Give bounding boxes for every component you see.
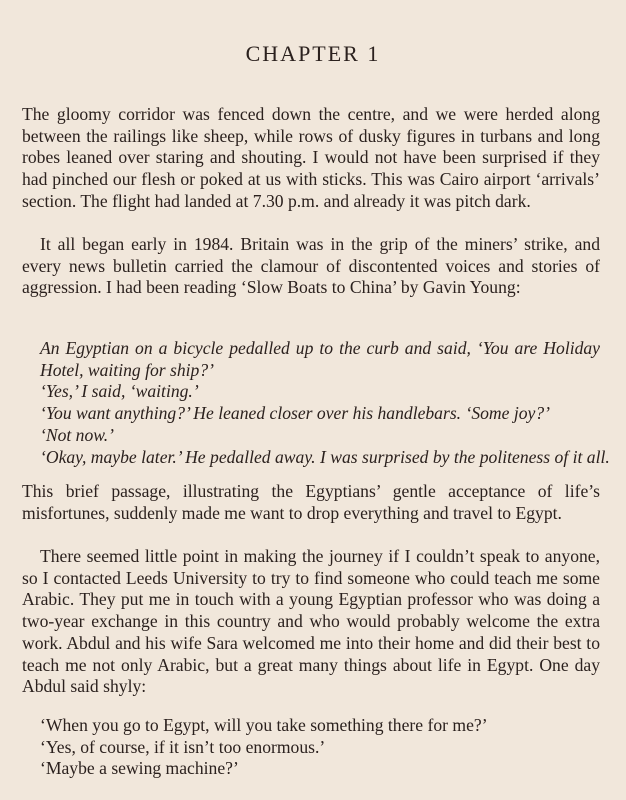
- dialogue-block: [40, 715, 600, 780]
- quote-line-3: ‘You want anything?’ He leaned closer over his handlebars. ‘Some joy?’: [40, 403, 550, 424]
- chapter-title: CHAPTER 1: [245, 41, 381, 66]
- dialogue-line-3: ‘Maybe a sewing machine?’: [40, 758, 239, 779]
- quote-line-2: ‘Yes,’ I said, ‘waiting.’: [40, 381, 199, 402]
- paragraph-learning-arabic: There seemed little point in making the journey if I couldn’t speak to anyone, so I contacted Leeds University to try to find someone who could teach me some Arabic. They put me in touch with a young Egyptian professor who was doing a two-year exchange in this country and who would probably welcome the extra work. Abdul and his wife Sara welcomed me into their home and did their best to teach me not only Arabic, but a great many things about life in Egypt. One day Abdul said shyly:: [22, 546, 600, 697]
- quote-line-4: ‘Not now.’: [40, 424, 114, 445]
- paragraph-1984-beginning: It all began early in 1984. Britain was in the grip of the miners’ strike, and every news bulletin carried the clamour of discontented voices and stories of aggression. I had been reading ‘Slow Boats to China’ by Gavin Young:: [22, 234, 600, 298]
- block-quote: [40, 338, 610, 468]
- quote-line-1: An Egyptian on a bicycle pedalled up to the curb and said, ‘You are Holiday Hotel, waiting for ship?’: [40, 338, 600, 380]
- paragraph-airport-arrival: The gloomy corridor was fenced down the centre, and we were herded along between the railings like sheep, while rows of dusky figures in turbans and long robes leaned over staring and shouting. I would not have been surprised if they had pinched our flesh or poked at us with sticks. This was Cairo airport ‘arrivals’ section. The flight had landed at 7.30 p.m. and already it was pitch dark.: [22, 104, 600, 211]
- dialogue-line-2: ‘Yes, of course, if it isn’t too enormous.’: [40, 736, 326, 757]
- paragraph-brief-passage: This brief passage, illustrating the Egyptians’ gentle acceptance of life’s misfortunes, suddenly made me want to drop everything and travel to Egypt.: [22, 481, 600, 523]
- quote-line-5: ‘Okay, maybe later.’ He pedalled away. I was surprised by the politeness of it all.: [40, 446, 610, 467]
- dialogue-line-1: ‘When you go to Egypt, will you take something there for me?’: [40, 715, 488, 735]
